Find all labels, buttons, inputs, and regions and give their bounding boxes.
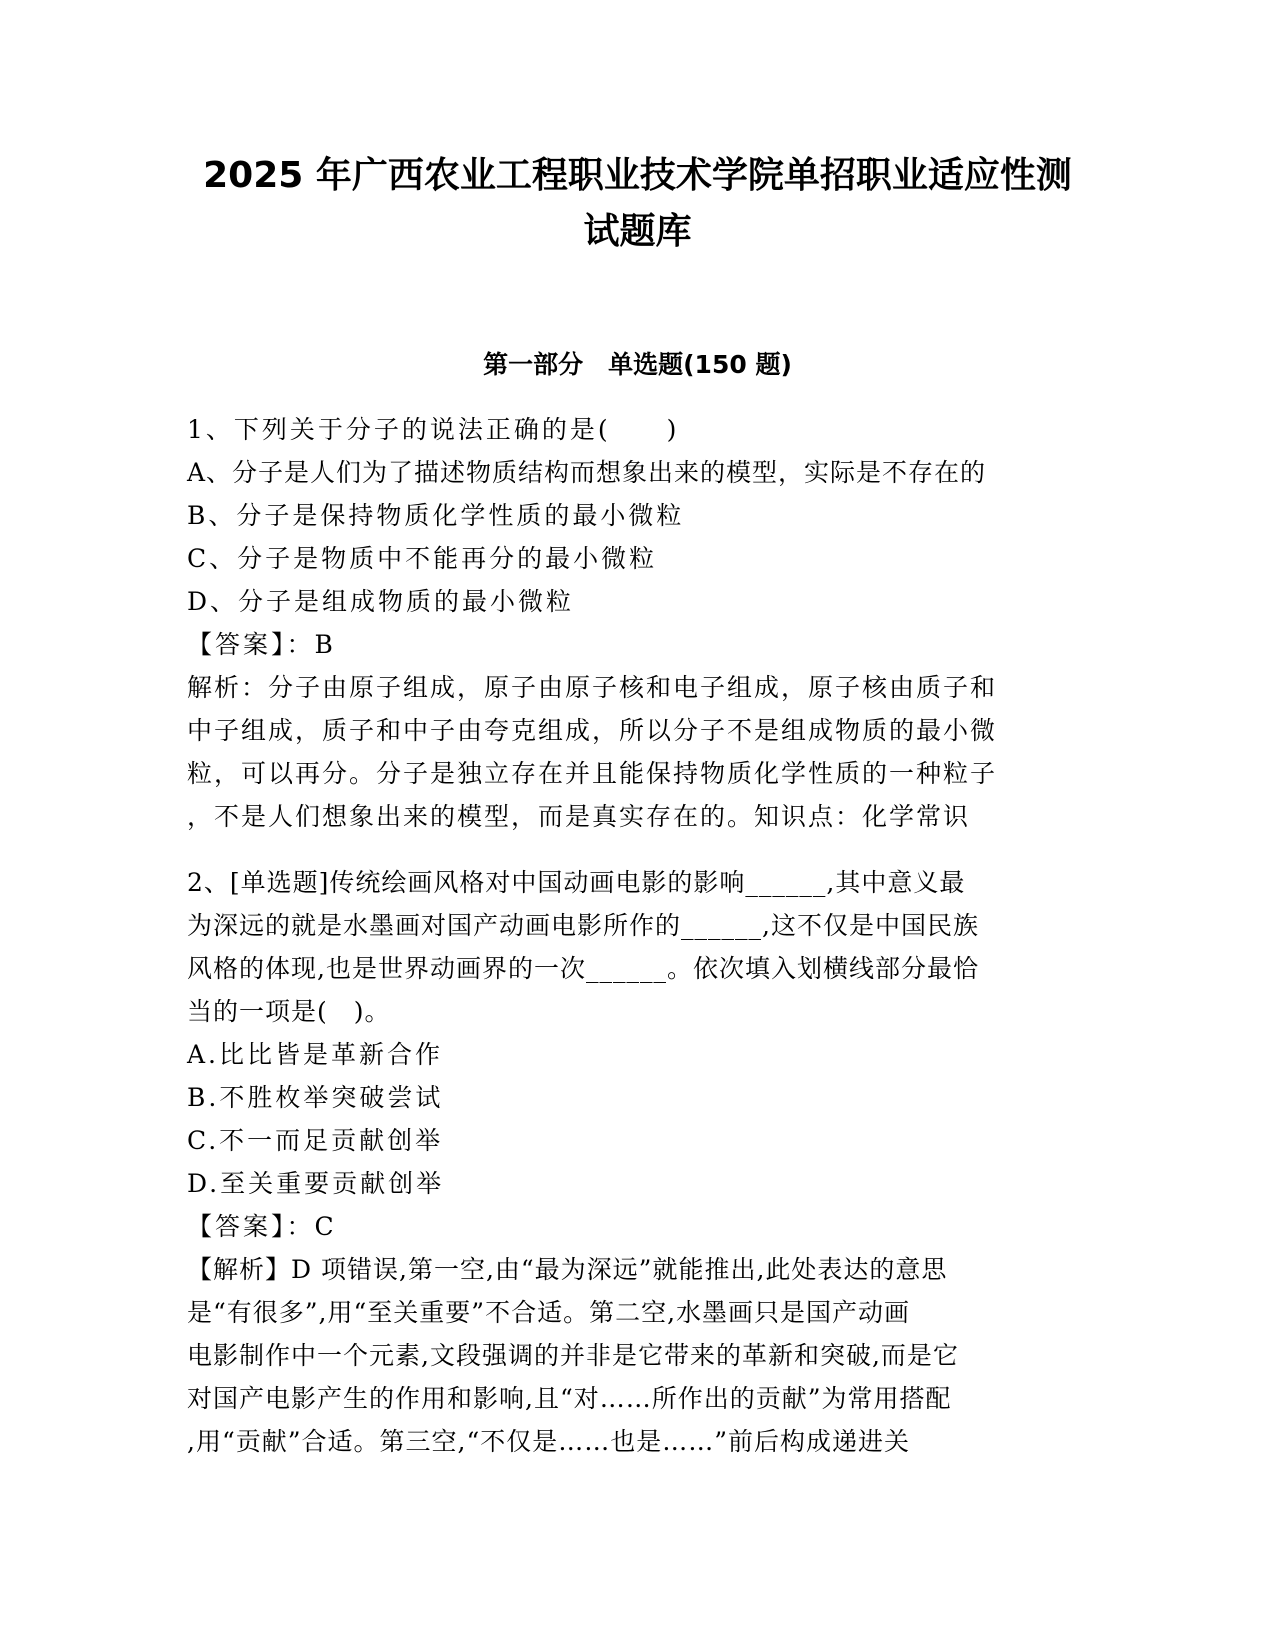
explanation-line: 电影制作中一个元素,文段强调的并非是它带来的革新和突破,而是它 — [187, 1341, 959, 1370]
option-a: A.比比皆是革新合作 — [187, 1040, 444, 1069]
option-d: D、分子是组成物质的最小微粒 — [187, 587, 575, 616]
answer-label: 【答案】：C — [187, 1212, 337, 1241]
explanation-line: ，不是人们想象出来的模型，而是真实存在的。知识点：化学常识 — [187, 802, 971, 831]
question-list — [187, 408, 1087, 1463]
option-c: C.不一而足贡献创举 — [187, 1126, 444, 1155]
option-c: C、分子是物质中不能再分的最小微粒 — [187, 544, 658, 573]
option-b: B.不胜枚举突破尝试 — [187, 1083, 444, 1112]
question-stem-line: 风格的体现,也是世界动画界的一次______。依次填入划横线部分最恰 — [187, 954, 979, 983]
explanation-line: 是“有很多”,用“至关重要”不合适。第二空,水墨画只是国产动画 — [187, 1298, 911, 1327]
section-heading: 第一部分 单选题(150 题) — [483, 350, 792, 379]
explanation-line: ,用“贡献”合适。第三空,“不仅是……也是……”前后构成递进关 — [187, 1427, 911, 1456]
document-title — [0, 148, 1275, 260]
option-b: B、分子是保持物质化学性质的最小微粒 — [187, 501, 685, 530]
question-stem-line: 当的一项是( )。 — [187, 997, 391, 1026]
question-stem-line: 2、[单选题]传统绘画风格对中国动画电影的影响______,其中意义最 — [187, 868, 966, 897]
option-a: A、分子是人们为了描述物质结构而想象出来的模型，实际是不存在的 — [187, 458, 987, 487]
question-stem: 1、下列关于分子的说法正确的是( ) — [187, 415, 680, 444]
title-line-2: 试题库 — [583, 211, 692, 252]
explanation-line: 对国产电影产生的作用和影响,且“对……所作出的贡献”为常用搭配 — [187, 1384, 952, 1413]
question-spacer — [187, 838, 1087, 861]
answer-label: 【答案】：B — [187, 630, 336, 659]
question-1 — [187, 408, 1087, 838]
option-d: D.至关重要贡献创举 — [187, 1169, 445, 1198]
question-stem-line: 为深远的就是水墨画对国产动画电影所作的______,这不仅是中国民族 — [187, 911, 979, 940]
title-line-1: 2025 年广西农业工程职业技术学院单招职业适应性测 — [203, 155, 1072, 196]
explanation-line: 解析：分子由原子组成，原子由原子核和电子组成，原子核由质子和 — [187, 673, 998, 702]
question-2 — [187, 861, 1087, 1463]
explanation-line: 中子组成，质子和中子由夸克组成，所以分子不是组成物质的最小微 — [187, 716, 998, 745]
explanation-line: 【解析】D 项错误,第一空,由“最为深远”就能推出,此处表达的意思 — [187, 1255, 948, 1284]
explanation-line: 粒，可以再分。分子是独立存在并且能保持物质化学性质的一种粒子 — [187, 759, 998, 788]
